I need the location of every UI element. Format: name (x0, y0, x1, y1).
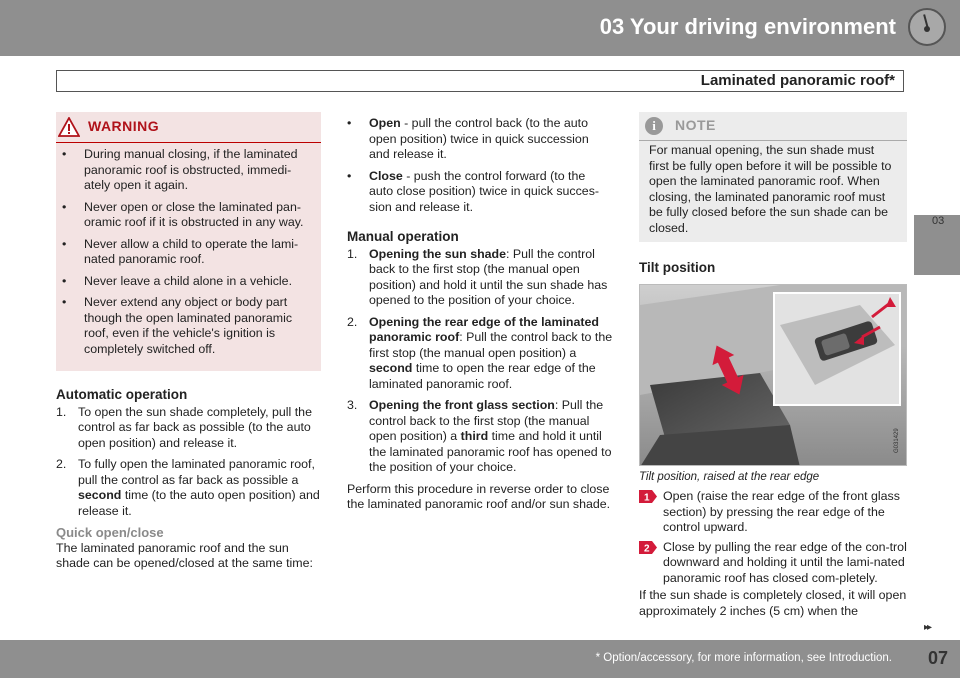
chapter-title: 03 Your driving environment (599, 14, 896, 39)
automatic-operation-list (56, 405, 321, 520)
list-item: • Open - pull the control back (to the auto open position) twice in quick succession and release it. (347, 116, 589, 161)
quick-open-close-text: The laminated panoramic roof and the sun shade can be opened/closed at the same time: (56, 540, 313, 570)
column-3 (639, 112, 907, 619)
svg-text:1: 1 (644, 492, 650, 503)
note-text: For manual opening, the sun shade must first be fully open before it will be possible to open the laminated panoramic roof. When closing, the laminated panoramic roof must be fully closed before the sun shade can be closed. (649, 143, 892, 235)
page-number: 07 (927, 648, 948, 668)
callout-2-marker-icon (639, 541, 657, 554)
list-item: • Close - push the control forward (to the auto close position) twice in quick succes-sion and release it. (347, 168, 600, 214)
list-item: 1. To open the sun shade completely, pull the control as far back as possible (to the auto open position) and release it. (56, 404, 312, 450)
trailing-text: If the sun shade is completely closed, it will open approximately 2 inches (5 cm) when the (639, 588, 907, 618)
note-box (639, 112, 907, 242)
warning-list (56, 147, 321, 357)
note-header (639, 112, 907, 141)
list-item: 1. Opening the sun shade: Pull the control back to the first stop (the manual open position) and hold it until the sun shade has opened to the position of your choice. (347, 246, 608, 307)
quick-list (347, 116, 615, 215)
warning-item: • Never open or close the laminated pan-oramic roof if it is obstructed in any way. (62, 199, 304, 229)
info-icon: i (645, 117, 663, 135)
warning-title: WARNING (88, 118, 160, 135)
warning-item: • Never allow a child to operate the lami-nated panoramic roof. (62, 236, 299, 266)
callout-2: 2 Close by pulling the rear edge of the con-trol downward and holding it until the lami-nated panoramic roof has closed com-pletely. (639, 540, 907, 587)
svg-text:2: 2 (644, 543, 650, 554)
section-title-box (56, 70, 904, 92)
section-title: Laminated panoramic roof* (700, 72, 895, 89)
tilt-position-illustration (639, 284, 907, 466)
callout-1: 1 Open (raise the rear edge of the front glass section) by pressing the rear edge of the control upward. (639, 489, 907, 536)
continue-arrows-icon: ▸▸ (924, 622, 931, 633)
manual-operation-list (347, 247, 615, 476)
warning-item: • During manual closing, if the laminated panoramic roof is obstructed, immedi-ately open it again. (62, 147, 298, 192)
callout-1-marker-icon (639, 490, 657, 503)
column-2 (347, 112, 615, 513)
warning-triangle-icon (58, 117, 80, 137)
manual-operation-heading: Manual operation (347, 229, 459, 244)
warning-header (56, 112, 321, 143)
list-item: 3. Opening the front glass section: Pull the control back to the first stop (the manual open position) a third time and hold it until the laminated panoramic roof has opened to the position of your choice. (347, 398, 612, 474)
tilt-position-heading: Tilt position (639, 260, 716, 275)
chapter-tab-label: 03 (932, 215, 945, 227)
quick-open-close-heading: Quick open/close (56, 525, 164, 540)
reverse-procedure-text: Perform this procedure in reverse order to close the laminated panoramic roof and/or sun shade. (347, 481, 611, 511)
warning-item: • Never leave a child alone in a vehicle. (62, 273, 293, 288)
list-item: 2. To fully open the laminated panoramic roof, pull the control as far back as possible a second time (to the auto open position) and release it. (56, 457, 320, 518)
speedometer-icon (908, 8, 946, 46)
roof-illustration (640, 285, 907, 466)
figure-caption: Tilt position, raised at the rear edge (639, 470, 820, 483)
warning-item: • Never extend any object or body part though the open laminated panoramic roof, even if the vehicle's ignition is completely switched off. (62, 295, 293, 356)
footer-note: * Option/accessory, for more information, see Introduction. (595, 652, 892, 664)
automatic-operation-heading: Automatic operation (56, 387, 188, 402)
warning-box (56, 112, 321, 371)
image-code: G031429 (894, 427, 900, 453)
list-item: 2. Opening the rear edge of the laminated panoramic roof: Pull the control back to the first stop (the manual open position) a second time to open the rear edge of the laminated panoramic roof. (347, 314, 613, 391)
note-title: NOTE (675, 117, 716, 134)
column-1 (56, 112, 321, 572)
